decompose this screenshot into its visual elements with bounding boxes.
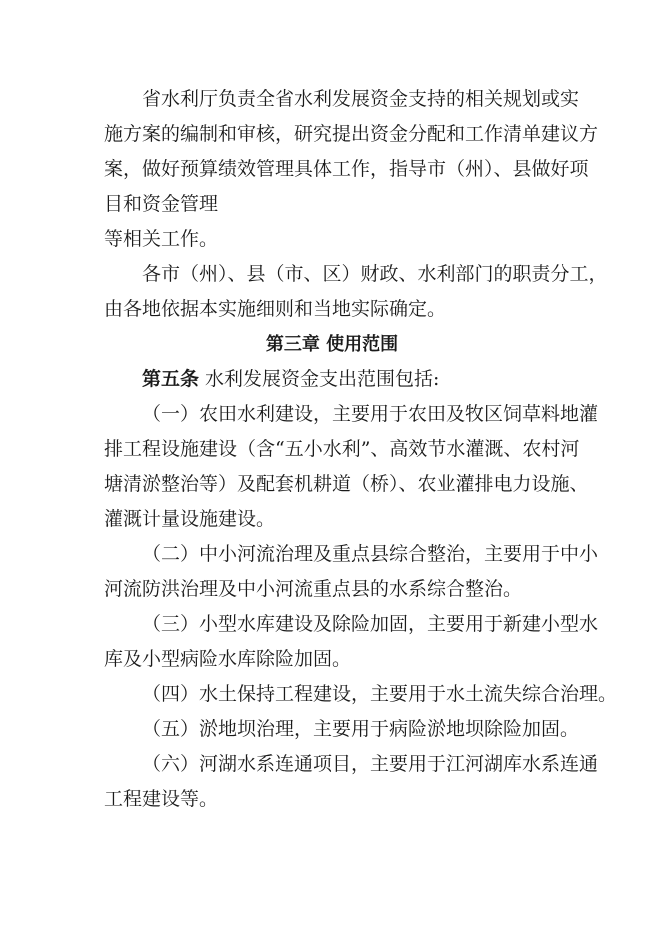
article-text: 水利发展资金支出范围包括:	[199, 368, 440, 390]
text-line: 案，做好预算绩效管理具体工作，指导市（州）、县做好项	[104, 158, 589, 180]
text-line: 省水利厅负责全省水利发展资金支持的相关规划或实	[142, 88, 580, 110]
text-line: 排工程设施建设（含“五小水利”、高效节水灌溉、农村河	[104, 438, 580, 460]
list-item-2	[104, 537, 599, 607]
text-line: （三）小型水库建设及除险加固，主要用于新建小型水	[142, 613, 599, 635]
text-line: 库及小型病险水库除险加固。	[104, 648, 352, 670]
paragraph-provincial-duties	[104, 82, 599, 257]
text-line: 由各地依据本实施细则和当地实际确定。	[104, 298, 447, 320]
text-line: 目和资金管理	[104, 193, 219, 215]
text-line: （六）河湖水系连通项目，主要用于江河湖库水系连通	[142, 753, 599, 775]
article-5	[104, 362, 560, 397]
paragraph-local-duties	[104, 257, 608, 327]
text-line: （二）中小河流治理及重点县综合整治，主要用于中小	[142, 543, 599, 565]
text-line: （四）水土保持工程建设，主要用于水土流失综合治理。	[142, 683, 618, 705]
text-line: 灌溉计量设施建设。	[104, 508, 276, 530]
list-item-4	[104, 677, 618, 712]
article-label: 第五条	[142, 368, 200, 390]
text-line: 工程建设等。	[104, 788, 219, 810]
text-line: 河流防洪治理及中小河流重点县的水系综合整治。	[104, 578, 523, 600]
text-line: 等相关工作。	[104, 228, 219, 250]
text-line: （五）淤地坝治理，主要用于病险淤地坝除险加固。	[142, 718, 580, 740]
list-item-5	[104, 712, 580, 747]
text-line: 施方案的编制和审核，研究提出资金分配和工作清单建议方	[104, 123, 599, 145]
list-item-3	[104, 607, 599, 677]
text-line: （一）农田水利建设，主要用于农田及牧区饲草料地灌	[142, 403, 599, 425]
chapter-heading: 第三章 使用范围	[265, 334, 399, 355]
list-item-6	[104, 747, 599, 817]
list-item-1	[104, 397, 599, 537]
text-line: 塘清淤整治等）及配套机耕道（桥）、农业灌排电力设施、	[104, 473, 589, 495]
document-page	[104, 82, 618, 817]
text-line: 各市（州）、县（市、区）财政、水利部门的职责分工，	[142, 263, 608, 285]
